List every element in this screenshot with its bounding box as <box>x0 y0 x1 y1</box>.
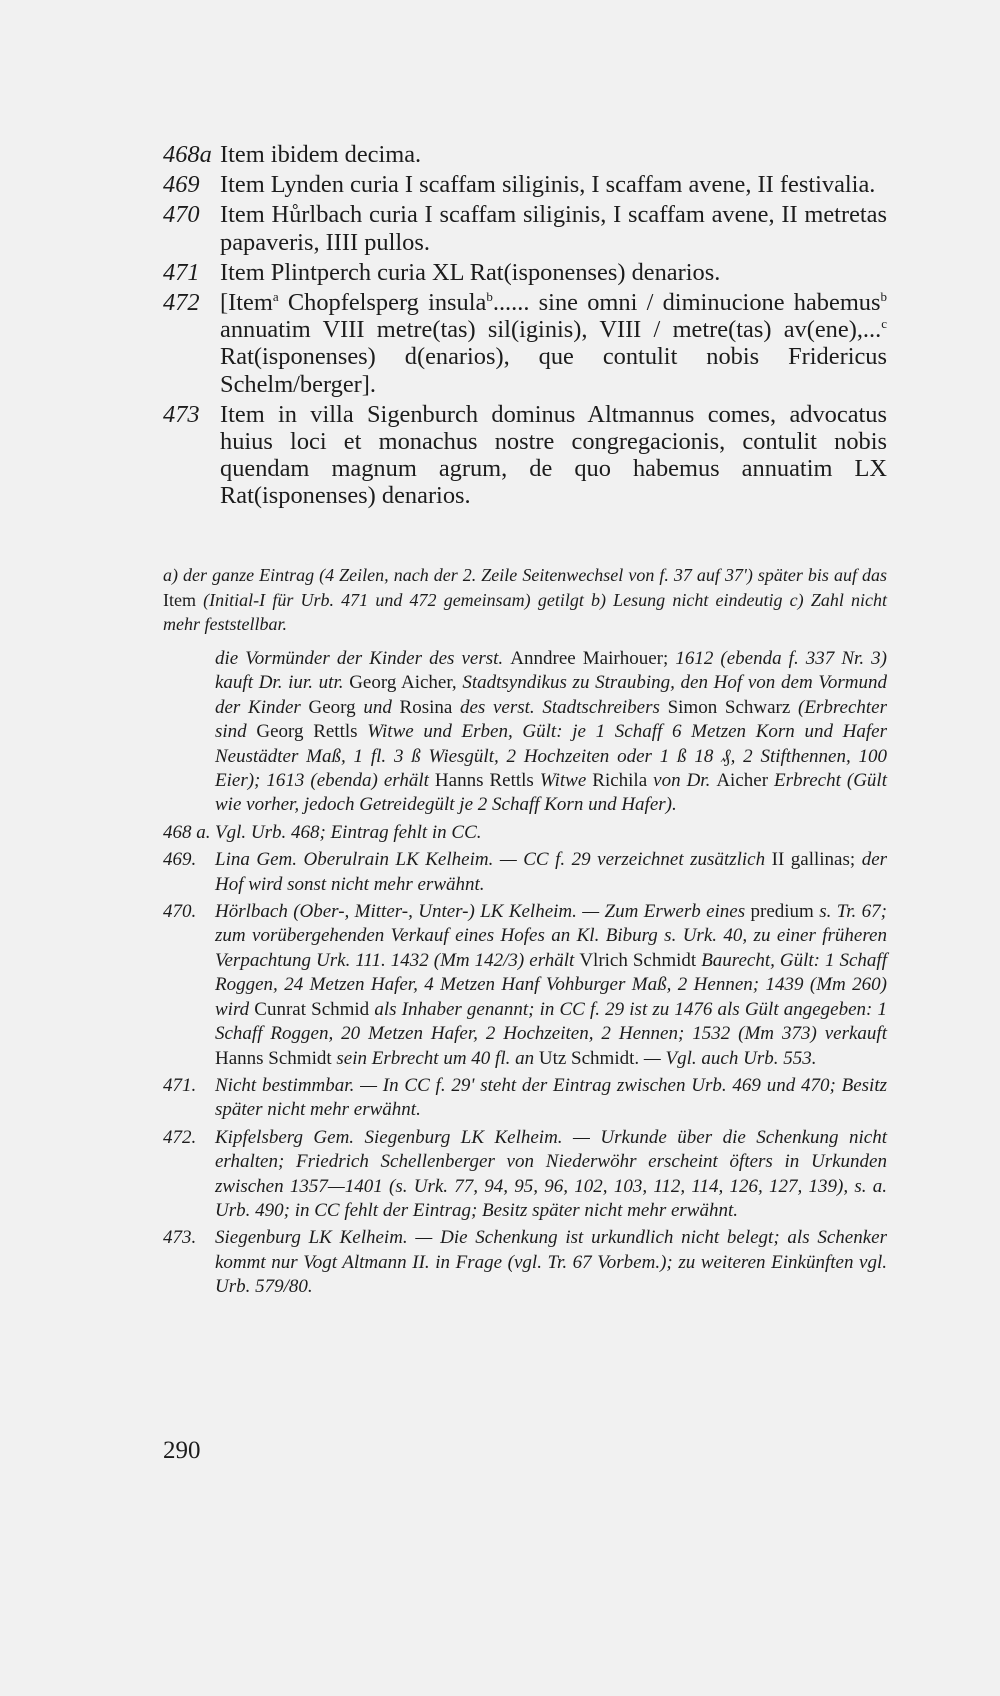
entry-472 <box>163 289 887 398</box>
note-number: 470. <box>163 901 197 923</box>
commentary-notes <box>163 821 887 1300</box>
entry-text: Item Hůrlbach curia I scaffam siliginis, I scaffam avene, II metretas papaveris, IIII pullos. <box>220 201 887 256</box>
entry-number: 469 <box>163 171 200 199</box>
commentary-segment: Georg Rettls <box>256 721 368 743</box>
entry-text-part: Chopfelsperg insula <box>278 289 487 317</box>
entry-468a <box>163 141 887 168</box>
note-number: 468 a. <box>163 821 211 843</box>
commentary-segment: Cunrat Schmid <box>254 998 375 1020</box>
commentary-note <box>163 900 887 1071</box>
commentary-segment: Rosina <box>399 696 460 718</box>
commentary-segment: Vgl. Urb. 468; Eintrag fehlt in CC. <box>215 821 482 843</box>
commentary-segment: die Vormünder der Kinder des verst. <box>215 648 511 669</box>
commentary-note <box>163 1074 887 1123</box>
page-number: 290 <box>163 1437 201 1464</box>
commentary-segment: Erbrecht (Gült wie vorher, jedoch Getreidegült je 2 Schaff Korn und Hafer). <box>215 770 887 816</box>
commentary-segment: Witwe und Erben, Gült: je 1 Schaff 6 Metzen Korn und Hafer Neustädter Maß, 1 fl. 3 ß Wiesgült, 2 Hochzeiten oder 1 ß 18 ₰, 2 Stifthennen, 100 Eier); 1613 (ebenda) erhält <box>215 721 887 792</box>
commentary-note <box>163 821 887 845</box>
commentary-segment: Hanns Rettls <box>434 770 540 792</box>
apparatus-text: a) der ganze Eintrag (4 Zeilen, nach der 2. Zeile Seitenwechsel von f. 37 auf 37') später bis auf das <box>163 565 887 585</box>
entry-text: Item in villa Sigenburch dominus Altmannus comes, advocatus huius loci et monachus nostre congregacionis, contulit nobis quendam magnum agrum, de quo habemus annuatim LX Rat(isponenses) denarios. <box>220 400 887 510</box>
commentary-segment: Baurecht, Gült: 1 Schaff Roggen, 24 Metzen Hafer, 4 Metzen Hanf Vohburger Maß, 2 Hennen; 1439 (Mm 260) wird <box>215 949 887 1020</box>
entry-text-part: annuatim VIII metre(tas) sil(iginis), VIII / metre(tas) av(ene),... <box>220 316 882 344</box>
footnote-marker: a <box>272 289 279 305</box>
commentary-segment: Siegenburg LK Kelheim. — Die Schenkung ist urkundlich nicht belegt; als Schenker kommt nur Vogt Altmann II. in Frage (vgl. Tr. 67 Vorbem.); zu weiteren Einkünften vgl. Urb. 579/80. <box>215 1227 887 1298</box>
commentary-segment: Kipfelsberg Gem. Siegenburg LK Kelheim. — Urkunde über die Schenkung nicht erhalten; Friedrich Schellenberger von Niederwöhr erscheint öfters in Urkunden zwischen 1357—1401 (s. Urk. 77, 94, 95, 96, 102, 103, 112, 114, 126, 127, 139), s. a. Urb. 490; in CC fehlt der Eintrag; Besitz später nicht mehr erwähnt. <box>215 1126 887 1221</box>
commentary-continuation <box>163 647 887 818</box>
entry-text-part: [Item <box>220 289 273 317</box>
commentary-segment: und <box>363 696 400 718</box>
entry-470 <box>163 201 887 255</box>
commentary-segment: 1612 (ebenda f. 337 Nr. 3) kauft Dr. iur. utr. <box>215 648 887 694</box>
footnote-marker: c <box>881 316 887 332</box>
commentary-segment: Anndree Mairhouer; <box>510 648 676 669</box>
entry-text: Item Lynden curia I scaffam siliginis, I scaffam avene, II festivalia. <box>220 171 876 199</box>
apparatus-text: (Initial-I für Urb. 471 und 472 gemeinsam) getilgt b) Lesung nicht eindeutig c) Zahl nicht mehr feststellbar. <box>163 589 887 634</box>
entry-text: Item Plintperch curia XL Rat(isponenses) denarios. <box>220 258 721 286</box>
commentary-segment: — Vgl. auch Urb. 553. <box>643 1047 817 1069</box>
commentary-segment: Richila <box>592 770 654 792</box>
commentary-segment: Georg <box>308 696 364 718</box>
note-number: 471. <box>163 1074 197 1096</box>
commentary-segment: Vlrich Schmidt <box>579 949 702 971</box>
apparatus-text: Item <box>163 589 196 610</box>
commentary-segment: Witwe <box>539 770 593 792</box>
commentary-segment: von Dr. <box>653 770 717 792</box>
entry-text-part: Rat(isponenses) d(enarios), que contulit nobis Fridericus Schelm/berger]. <box>220 343 887 398</box>
commentary-segment: Hanns Schmidt <box>215 1047 337 1069</box>
entry-469 <box>163 171 887 198</box>
commentary-segment: Aicher <box>716 770 775 792</box>
commentary-note <box>163 1226 887 1299</box>
commentary-note <box>163 1126 887 1224</box>
entry-number: 473 <box>163 400 200 428</box>
entry-number: 471 <box>163 258 200 286</box>
entry-473 <box>163 401 887 510</box>
footnote-marker: b <box>880 289 887 305</box>
note-number: 472. <box>163 1126 197 1148</box>
commentary-segment: Hörlbach (Ober-, Mitter-, Unter-) LK Kelheim. — Zum Erwerb eines <box>215 901 751 923</box>
entry-number: 472 <box>163 289 200 317</box>
commentary-segment: der Hof wird sonst nicht mehr erwähnt. <box>215 849 888 895</box>
note-number: 469. <box>163 849 197 871</box>
entry-text <box>220 289 887 398</box>
commentary-segment: Simon Schwarz <box>667 696 798 718</box>
commentary-segment: (Erbrechter sind <box>215 696 887 743</box>
entry-471 <box>163 259 887 286</box>
urbar-entries <box>163 141 887 513</box>
entry-number: 470 <box>163 201 200 229</box>
commentary-segment: predium <box>750 901 820 923</box>
commentary-segment: des verst. Stadtschreibers <box>459 696 668 718</box>
commentary-segment: Nicht bestimmbar. — In CC f. 29' steht der Eintrag zwischen Urb. 469 und 470; Besitz später nicht mehr erwähnt. <box>215 1074 887 1121</box>
commentary-note <box>163 848 887 897</box>
entry-text: Item ibidem decima. <box>220 141 422 168</box>
commentary-segment: Utz Schmidt. <box>538 1047 644 1069</box>
commentary-segment: Lina Gem. Oberulrain LK Kelheim. — CC f. 29 verzeichnet zusätzlich <box>215 849 772 871</box>
note-number: 473. <box>163 1227 197 1249</box>
commentary-segment: sein Erbrecht um 40 fl. an <box>336 1047 539 1069</box>
commentary-segment: Stadtsyndikus zu Straubing, den Hof von dem Vormund der Kinder <box>215 672 887 718</box>
commentary <box>163 647 887 1303</box>
entry-number: 468a <box>163 141 212 168</box>
commentary-segment: als Inhaber genannt; in CC f. 29 ist zu 1476 als Gült angegeben: 1 Schaff Roggen, 20 Metzen Hafer, 2 Hochzeiten, 2 Hennen; 1532 (Mm 373) verkauft <box>215 998 887 1045</box>
critical-apparatus <box>163 563 887 637</box>
commentary-segment: Georg Aicher, <box>349 672 463 694</box>
entry-text-part: ...... sine omni / diminucione habemus <box>492 289 881 317</box>
footnote-marker: b <box>486 289 493 305</box>
commentary-segment: s. Tr. 67; zum vorübergehenden Verkauf eines Hofes an Kl. Biburg s. Urk. 40, zu einer früheren Verpachtung Urk. 111. 1432 (Mm 142/3) erhält <box>215 901 888 971</box>
commentary-segment: II gallinas; <box>771 849 862 871</box>
